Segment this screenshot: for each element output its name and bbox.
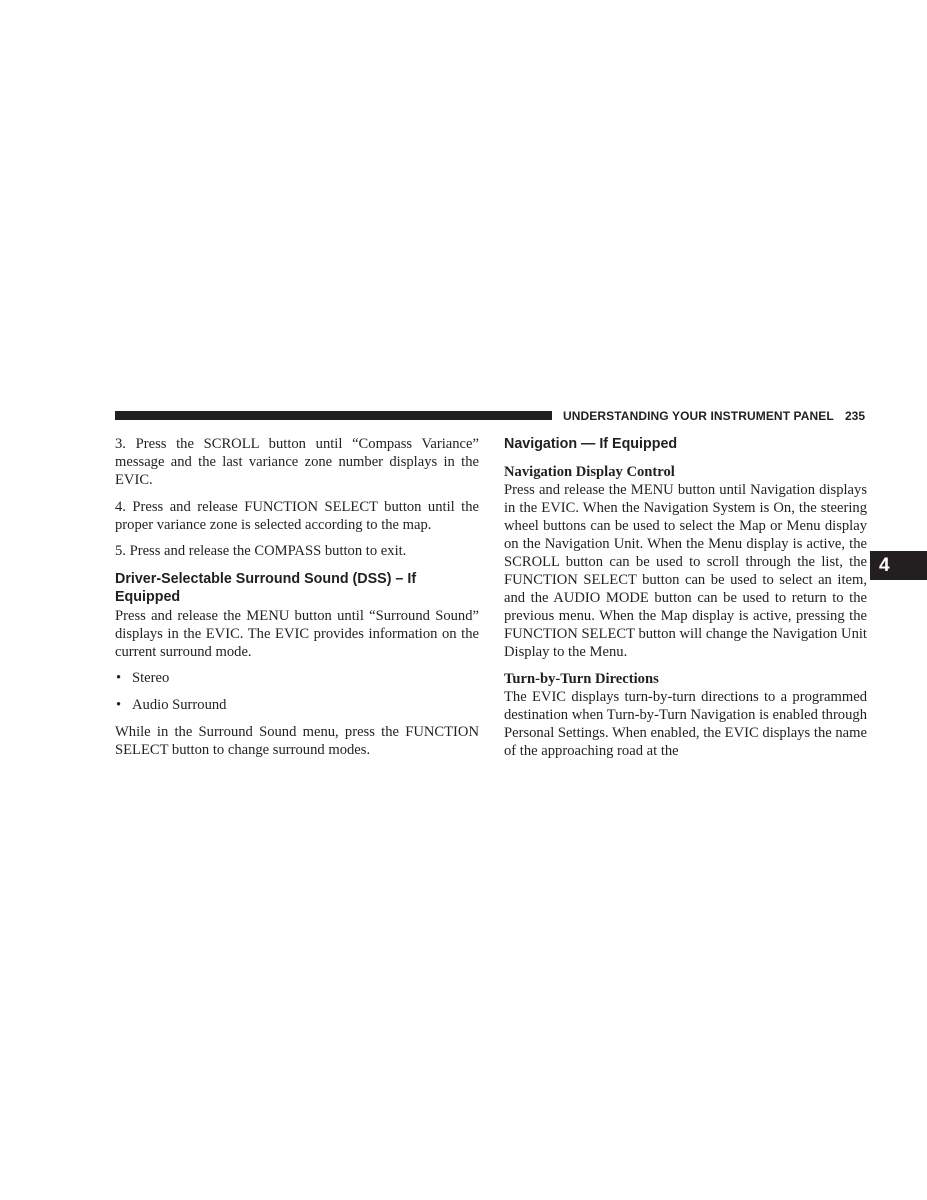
list-item: • Audio Surround xyxy=(116,696,227,713)
chapter-tab: 4 xyxy=(870,551,927,580)
running-header: UNDERSTANDING YOUR INSTRUMENT PANEL xyxy=(563,409,834,423)
step-4: 4. Press and release FUNCTION SELECT button until the proper variance zone is selected according to the map. xyxy=(115,498,479,533)
left-column xyxy=(115,435,479,759)
bullet-icon: • xyxy=(116,696,122,713)
right-column xyxy=(504,435,867,761)
step-3: 3. Press the SCROLL button until “Compass Variance” message and the last variance zone number displays in the EVIC. xyxy=(115,436,479,489)
turn-by-turn-heading: Turn-by-Turn Directions xyxy=(504,671,659,688)
surround-mode-list xyxy=(115,669,479,714)
closing-paragraph: While in the Surround Sound menu, press the FUNCTION SELECT button to change surround modes. xyxy=(115,723,479,758)
dss-heading: Driver-Selectable Surround Sound (DSS) – If Equipped xyxy=(115,570,417,606)
turn-by-turn-body: The EVIC displays turn-by-turn directions to a programmed destination when Turn-by-Turn Navigation is enabled through Personal Settings. When enabled, the EVIC displays the name of the approaching road at the xyxy=(504,689,867,760)
step-5: 5. Press and release the COMPASS button to exit. xyxy=(115,543,407,560)
list-item: • Stereo xyxy=(116,670,170,687)
header-rule xyxy=(115,411,552,420)
navigation-heading: Navigation — If Equipped xyxy=(504,436,678,452)
dss-body: Press and release the MENU button until “Surround Sound” displays in the EVIC. The EVIC provides information on the current surround mode. xyxy=(115,607,479,660)
page-number: 235 xyxy=(845,409,866,423)
bullet-icon: • xyxy=(116,670,122,687)
display-control-heading: Navigation Display Control xyxy=(504,463,675,480)
display-control-body: Press and release the MENU button until Navigation displays in the EVIC. When the Navigation System is On, the steering wheel buttons can be used to select the Map or Menu display on the Navigation Unit. When the Menu display is active, the SCROLL button can be used to scroll through the list, the FUNCTION SELECT button can be used to select an item, and the AUDIO MODE button can be used to return to the previous menu. When the Map display is active, pressing the FUNCTION SELECT button will change the Navigation Unit Display to the Menu. xyxy=(504,481,867,661)
